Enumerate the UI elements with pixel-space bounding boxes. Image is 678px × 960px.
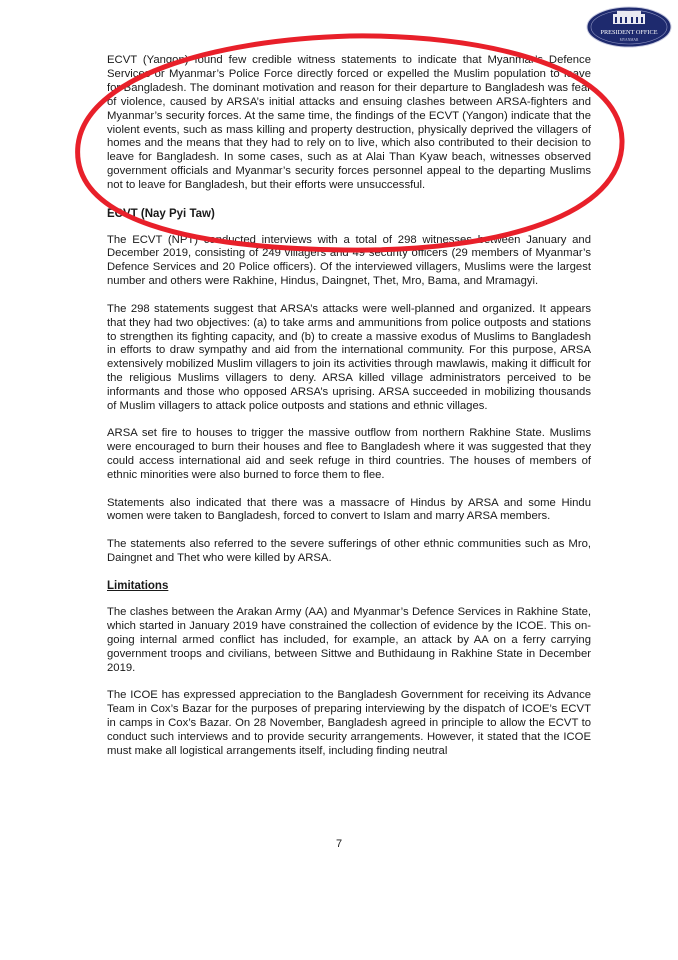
paragraph-arsa-fire: ARSA set fire to houses to trigger the massive outflow from northern Rakhine State. Muslims were encouraged to burn their houses and flee to Bangladesh where it was suggested that they could access international aid and seek refuge in third countries. The houses of members of ethnic minorities were also burned to force them to flee. [107, 427, 591, 482]
paragraph-ethnic-sufferings: The statements also referred to the severe sufferings of other ethnic communities such as Mro, Daingnet and Thet who were killed by ARSA. [107, 537, 591, 564]
logo-text: PRESIDENT OFFICE [600, 29, 658, 36]
paragraph-bangladesh-cooperation: The ICOE has expressed appreciation to the Bangladesh Government for receiving its Advance Team in Cox’s Bazar for the purposes of preparing interviewing by the dispatch of ICOE’s ECVT in camps in Cox’s Bazar. On 28 November, Bangladesh agreed in principle to allow the ECVT to conduct such interviews and to provide security arrangements. However, it stated that the ICOE must make all logistical arrangements itself, including finding neutral [107, 689, 591, 757]
document-body [107, 54, 591, 772]
logo-subtext: MYANMAR [619, 38, 639, 42]
paragraph-arsa-attacks: The 298 statements suggest that ARSA’s attacks were well-planned and organized. It appears that they had two objectives: (a) to take arms and ammunitions from police outposts and stations to strengthen its fighting capacity, and (b) to create a massive exodus of Muslims to Bangladesh in efforts to draw sympathy and aid from the international community. For this purpose, ARSA extensively mobilized Muslim villagers to join its activities through mawlawis, making it difficult for the religious Muslims villagers to deny. ARSA killed village administrators perceived to be informants and those who opposed ARSA’s uprising. ARSA succeeded in mobilizing thousands of Muslim villagers to attack police outposts and stations and ethnic villages. [107, 302, 591, 413]
paragraph-ecvt-yangon: ECVT (Yangon) found few credible witness statements to indicate that Myanmar’s Defence Services or Myanmar’s Police Force directly forced or expelled the Muslim population to leave for Bangladesh. The dominant motivation and reason for their departure to Bangladesh was fear of violence, caused by ARSA’s initial attacks and ensuing clashes between ARSA-fighters and Myanmar’s security forces. At the same time, the findings of the ECVT (Yangon) indicate that the violent events, such as mass killing and property destruction, physically deprived the villagers of homes and the means that they had to rely on to live, which also contributed to their decision to leave for Bangladesh. In some cases, such as at Alai Than Kyaw beach, witnesses observed government officials and Myanmar’s security forces personnel appeal to the departing Muslims not to leave for Bangladesh, but their efforts were unsuccessful. [107, 54, 591, 192]
page-number: 7 [335, 838, 343, 850]
paragraph-aa-clashes: The clashes between the Arakan Army (AA) and Myanmar’s Defence Services in Rakhine State, which started in January 2019 have constrained the collection of evidence by the ICOE. This on-going internal armed conflict has included, for example, an attack by AA on a ferry carrying government troops and civilians, between Sittwe and Buthidaung in Rakhine State in December 2019. [107, 606, 591, 674]
heading-ecvt-nay-pyi-taw: ECVT (Nay Pyi Taw) [107, 207, 215, 220]
paragraph-hindu-massacre: Statements also indicated that there was a massacre of Hindus by ARSA and some Hindu women were taken to Bangladesh, forced to convert to Islam and marry ARSA members. [107, 496, 591, 523]
heading-limitations: Limitations [107, 580, 169, 593]
president-office-logo [586, 6, 672, 48]
paragraph-ecvt-npt-interviews: The ECVT (NPT) conducted interviews with a total of 298 witnesses between January and December 2019, consisting of 249 villagers and 49 security officers (29 members of Myanmar’s Defence Services and 20 Police officers). Of the interviewed villagers, Muslims were the largest number and others were Rakhine, Hindus, Daingnet, Thet, Mro, Bama, and Mramagyi. [107, 233, 591, 288]
